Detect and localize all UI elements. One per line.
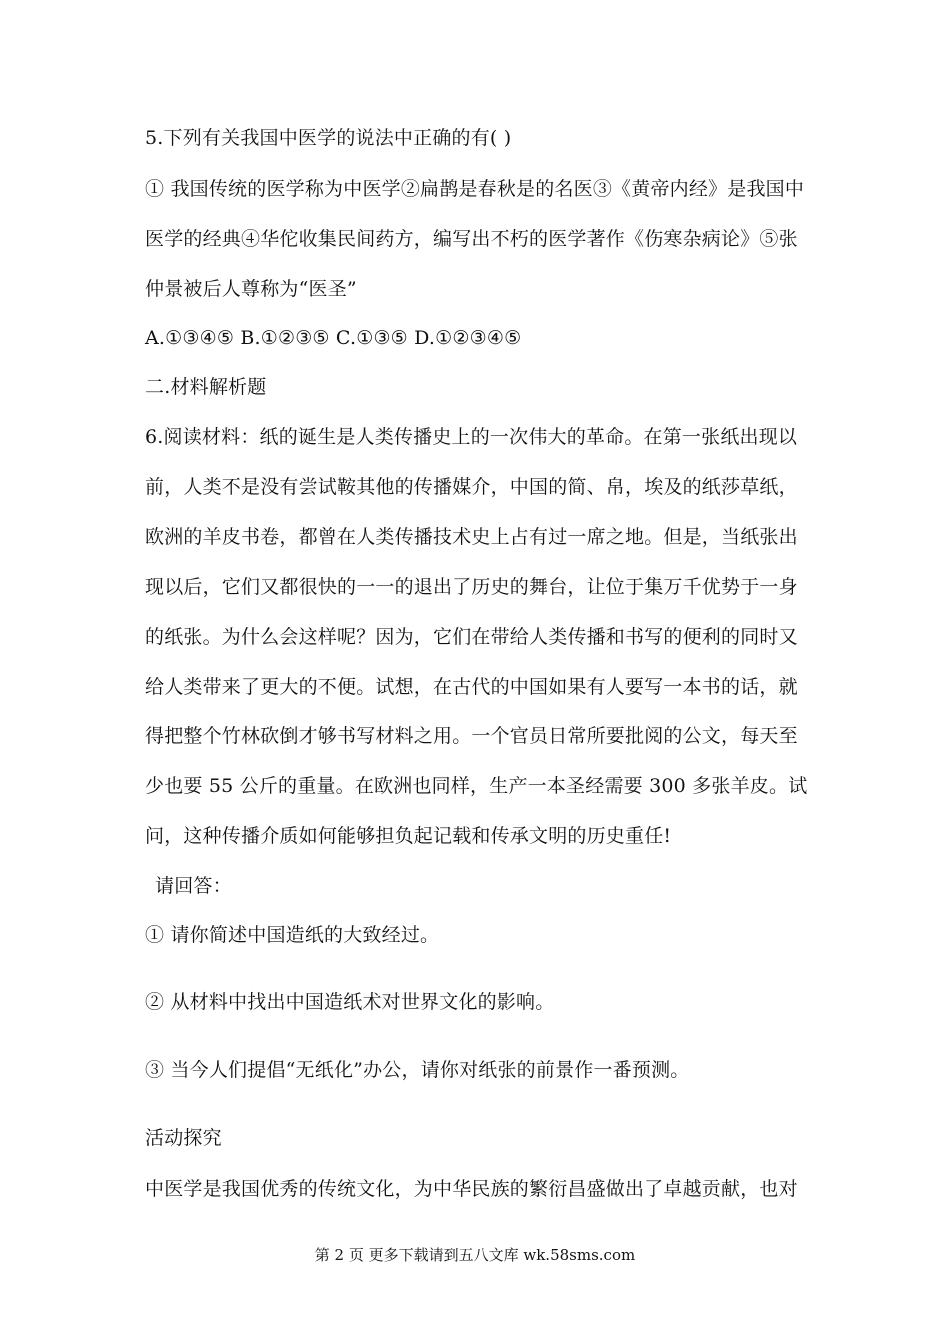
question-6-line-7: 得把整个竹林砍倒才够书写材料之用。一个官员日常所要批阅的公文，每天至 bbox=[145, 725, 798, 747]
question-6-line-9: 问，这种传播介质如何能够担负起记载和传承文明的历史重任! bbox=[145, 825, 672, 847]
question-6-line-6: 给人类带来了更大的不便。试想，在古代的中国如果有人要写一本书的话，就 bbox=[145, 676, 798, 698]
question-6-line-2: 前，人类不是没有尝试鞍其他的传播媒介，中国的简、帛，埃及的纸莎草纸， bbox=[145, 476, 798, 498]
section-heading: 二.材料解析题 bbox=[145, 376, 267, 398]
activity-line-1: 中医学是我国优秀的传统文化，为中华民族的繁衍昌盛做出了卓越贡献，也对 bbox=[145, 1178, 798, 1200]
page-footer: 第 2 页 更多下载请到五八文库 wk.58sms.com bbox=[314, 1246, 636, 1264]
question-5-line-2: 医学的经典④华佗收集民间药方，编写出不朽的医学著作《伤寒杂病论》⑤张 bbox=[145, 228, 798, 250]
answer-prompt: 请回答： bbox=[155, 875, 232, 897]
question-6-line-8: 少也要 55 公斤的重量。在欧洲也同样，生产一本圣经需要 300 多张羊皮。试 bbox=[145, 775, 808, 797]
question-5-stem: 5.下列有关我国中医学的说法中正确的有( ) bbox=[145, 127, 512, 149]
sub-question-3: ③ 当今人们提倡“无纸化”办公，请你对纸张的前景作一番预测。 bbox=[145, 1059, 690, 1081]
question-6-line-1: 6.阅读材料：纸的诞生是人类传播史上的一次伟大的革命。在第一张纸出现以 bbox=[145, 426, 798, 448]
question-5-line-1: ① 我国传统的医学称为中医学②扁鹊是春秋是的名医③《黄帝内经》是我国中 bbox=[145, 178, 805, 200]
question-5-options: A.①③④⑤ B.①②③⑤ C.①③⑤ D.①②③④⑤ bbox=[145, 327, 522, 349]
question-6-line-5: 的纸张。为什么会这样呢？因为，它们在带给人类传播和书写的便利的同时又 bbox=[145, 626, 798, 648]
activity-heading: 活动探究 bbox=[145, 1127, 222, 1149]
question-6-line-4: 现以后，它们又都很快的一一的退出了历史的舞台，让位于集万千优势于一身 bbox=[145, 576, 798, 598]
sub-question-1: ① 请你简述中国造纸的大致经过。 bbox=[145, 924, 440, 946]
question-6-line-3: 欧洲的羊皮书卷，都曾在人类传播技术史上占有过一席之地。但是，当纸张出 bbox=[145, 526, 798, 548]
question-5-line-3: 仲景被后人尊称为“医圣” bbox=[145, 278, 357, 300]
sub-question-2: ② 从材料中找出中国造纸术对世界文化的影响。 bbox=[145, 991, 555, 1013]
